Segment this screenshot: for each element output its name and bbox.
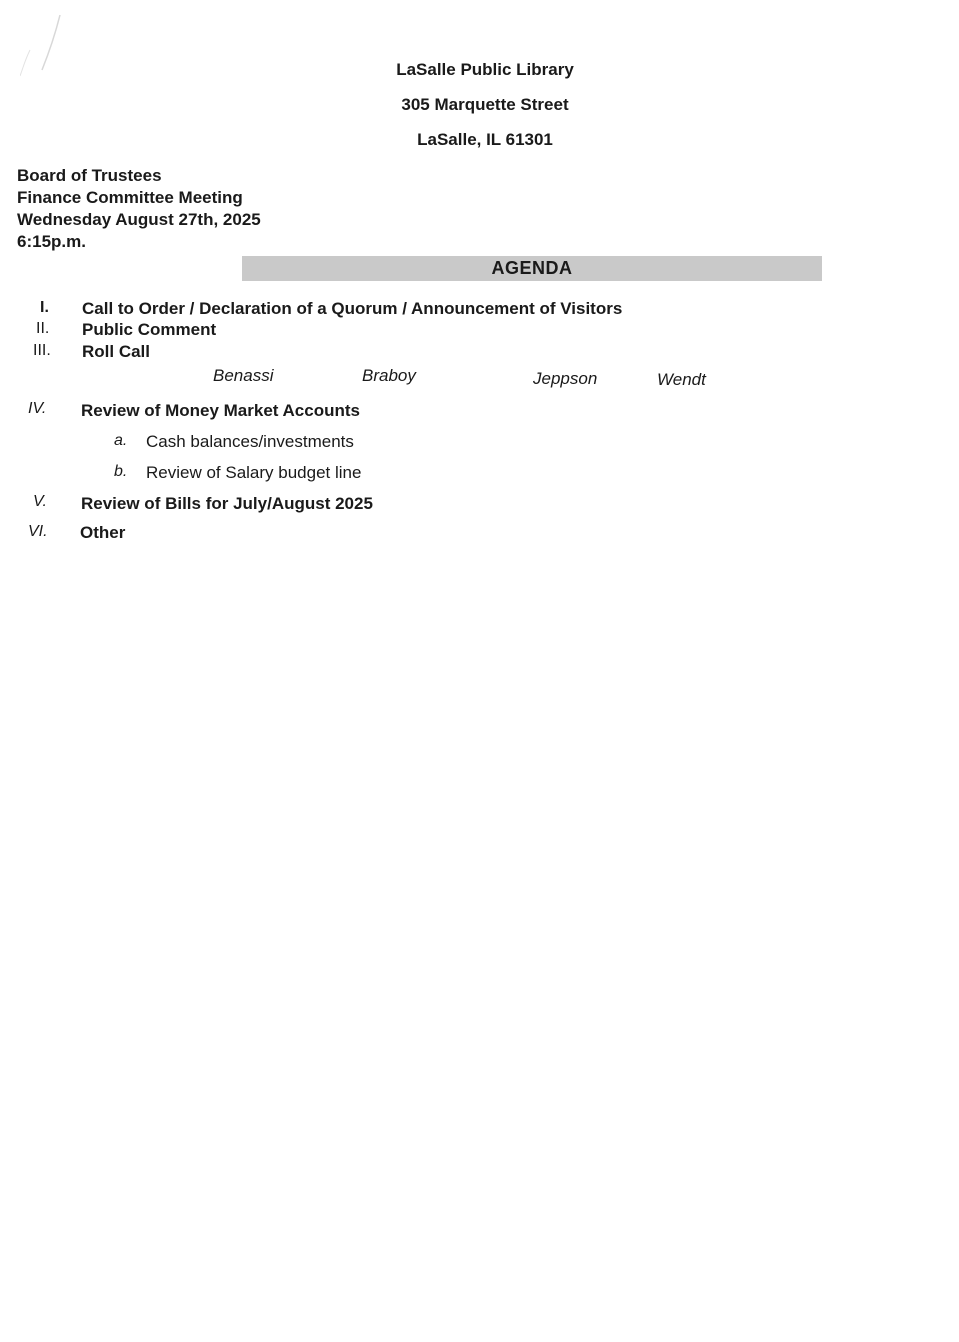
meeting-date: Wednesday August 27th, 2025 — [17, 210, 261, 229]
item-numeral: III. — [33, 342, 51, 359]
subitem-cash-balances: Cash balances/investments — [146, 432, 354, 451]
item-numeral: I. — [40, 299, 49, 316]
agenda-item-other: Other — [80, 523, 126, 542]
roll-call-name: Wendt — [657, 370, 706, 389]
agenda-item-roll-call: Roll Call — [82, 342, 151, 361]
board-name: Board of Trustees — [17, 166, 162, 185]
subitem-salary-budget: Review of Salary budget line — [146, 463, 362, 482]
committee-name: Finance Committee Meeting — [17, 188, 243, 207]
roll-call-name: Braboy — [362, 366, 416, 385]
agenda-title: AGENDA — [242, 256, 822, 281]
scan-artifact-mark — [20, 10, 80, 80]
item-numeral: IV. — [28, 400, 47, 417]
meeting-info — [17, 165, 261, 253]
subitem-letter: b. — [114, 463, 128, 480]
item-numeral: V. — [33, 493, 47, 510]
item-numeral: VI. — [28, 523, 48, 540]
library-name: LaSalle Public Library — [396, 60, 574, 79]
meeting-time: 6:15p.m. — [17, 232, 86, 251]
library-city: LaSalle, IL 61301 — [417, 130, 553, 149]
subitem-letter: a. — [114, 432, 128, 449]
agenda-item-money-market: Review of Money Market Accounts — [81, 401, 360, 420]
agenda-item-call-to-order: Call to Order / Declaration of a Quorum / Announcement of Visitors — [82, 299, 623, 318]
roll-call-name: Jeppson — [533, 369, 598, 388]
agenda-item-review-bills: Review of Bills for July/August 2025 — [81, 494, 373, 513]
agenda-item-public-comment: Public Comment — [82, 320, 217, 339]
item-numeral: II. — [36, 320, 50, 337]
library-street: 305 Marquette Street — [401, 95, 569, 114]
roll-call-name: Benassi — [213, 366, 274, 385]
